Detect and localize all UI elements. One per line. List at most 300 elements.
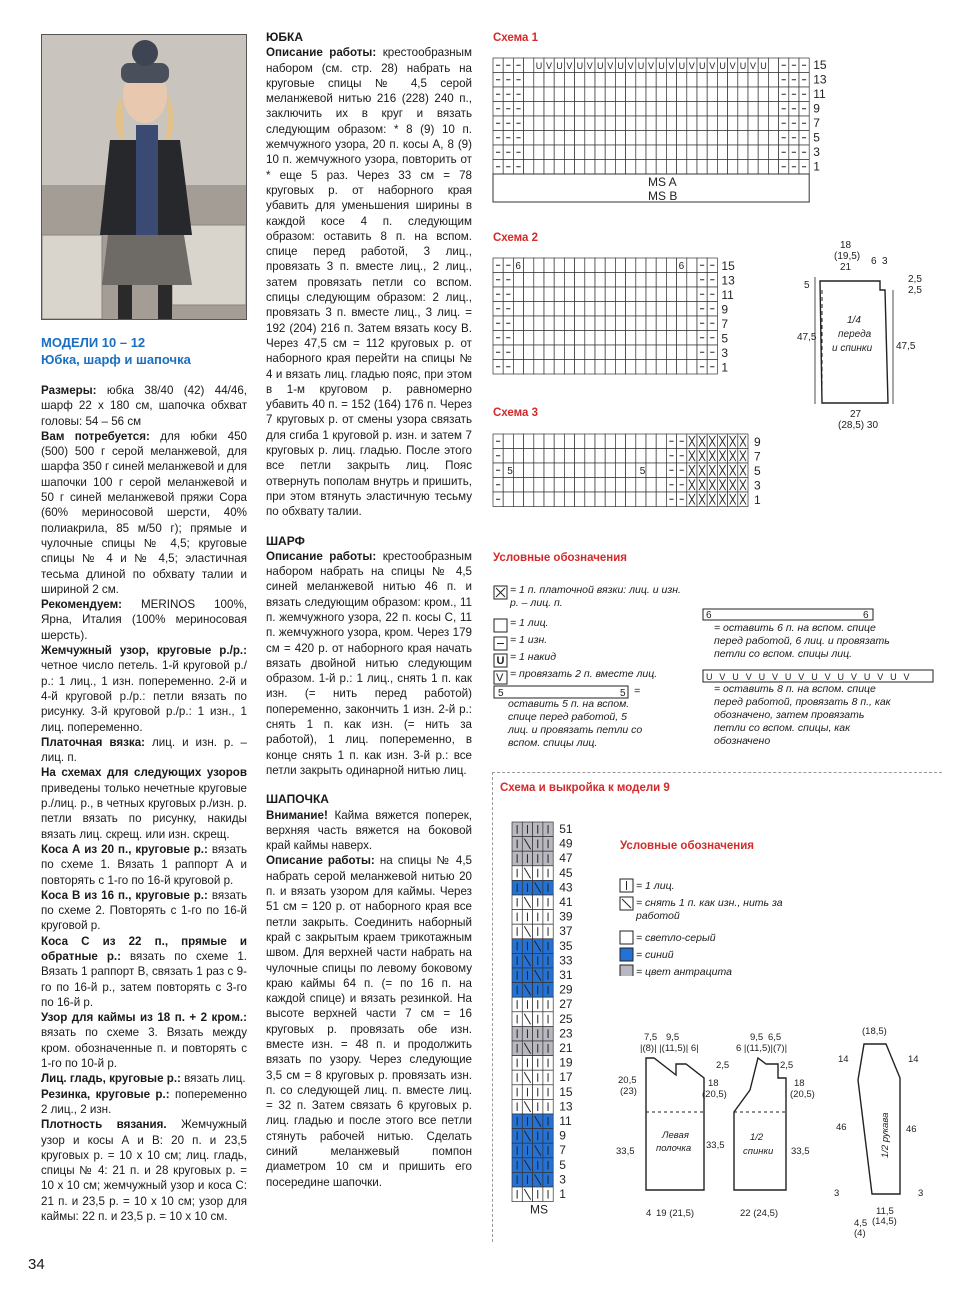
chart-cell xyxy=(513,302,523,317)
pearl-label: Жемчужный узор, круговые р./р.: xyxy=(41,644,247,658)
recommend-label: Рекомендуем: xyxy=(41,598,123,612)
chart-cell xyxy=(534,258,544,273)
chart-row-label: 1 xyxy=(559,1187,566,1201)
chart-row-label: 27 xyxy=(559,997,573,1012)
chart-cell xyxy=(636,316,646,331)
chart-cell xyxy=(738,102,748,117)
chart-cell xyxy=(697,102,707,117)
chart-cell xyxy=(646,102,656,117)
chart-cell xyxy=(656,116,666,131)
chart-cell xyxy=(513,434,523,449)
chart-row-label: 3 xyxy=(813,145,820,159)
chart-cell xyxy=(636,258,646,273)
left-front-pattern xyxy=(616,1032,729,1219)
chart-cell xyxy=(656,87,666,102)
chart-symbol: V xyxy=(586,61,593,71)
chart-cell xyxy=(666,145,676,160)
chart-row-label: 1 xyxy=(721,360,729,375)
sleeve-bot4: (14,5) xyxy=(872,1216,897,1227)
chart-cell xyxy=(575,258,585,273)
skirt-top-b: (19,5) xyxy=(834,251,861,262)
chart-row-label: 21 xyxy=(559,1041,573,1055)
chart-cell xyxy=(656,492,666,507)
chart-cell xyxy=(656,131,666,146)
chart-cell xyxy=(605,316,615,331)
svg-text:6: 6 xyxy=(706,610,712,621)
chart-row-label: 11 xyxy=(559,1114,572,1128)
chart-cell xyxy=(615,331,625,346)
chart-symbol: U xyxy=(556,61,563,71)
sleeve-b3r: 3 xyxy=(918,1188,924,1199)
left-sub: |(8)| |(11,5)| 6| xyxy=(640,1043,699,1054)
chart-cell xyxy=(524,87,534,102)
cable-c-text: вязать по схеме 1. Вязать 1 раппорт В, связать 1 раз с 9-го по 16-й р., затем повторять с 3-го по 16-й р. xyxy=(41,949,247,1009)
chart-cell xyxy=(524,345,534,360)
chart-cell xyxy=(595,131,605,146)
left-top2: 9,5 xyxy=(666,1032,680,1043)
chart-cell xyxy=(595,463,605,478)
chart-cell xyxy=(534,331,544,346)
chart-cell xyxy=(636,478,646,493)
chart-cell xyxy=(768,87,778,102)
chart-cell xyxy=(575,463,585,478)
rib-label: Резинка, круговые р.: xyxy=(41,1087,170,1101)
chart-cell xyxy=(513,360,523,375)
sleeve-pattern xyxy=(834,1026,923,1239)
chart-cell xyxy=(544,492,554,507)
chart-cell xyxy=(697,160,707,175)
chart-cell xyxy=(768,160,778,175)
chart-cell xyxy=(564,331,574,346)
chart-cell xyxy=(677,273,687,288)
chart-cell xyxy=(524,160,534,175)
chart-cell xyxy=(646,434,656,449)
chart-row-label: 17 xyxy=(559,1070,573,1085)
chart-cell xyxy=(677,287,687,302)
chart-cell xyxy=(575,360,585,375)
chart-symbol: V xyxy=(668,61,675,71)
chart-cell xyxy=(575,287,585,302)
chart-row-label: 5 xyxy=(721,331,729,346)
chart-cell xyxy=(605,463,615,478)
chart-cell xyxy=(503,478,513,493)
pearl-text: четное число петель. 1-й круговой р./р.: 1 лиц., 1 изн. попеременно. 2-й и 4-й круговой р./р.: петли вязать по рисунку. 3-й круговой р./р.: 1 изн., 1 лиц. попеременно. xyxy=(41,659,247,734)
chart-symbol: V xyxy=(566,61,573,71)
chart-cell xyxy=(605,116,615,131)
chart-ms-label: MS xyxy=(530,1202,548,1217)
chart-cell xyxy=(758,73,768,88)
chart-cell xyxy=(646,145,656,160)
chart-cell xyxy=(626,160,636,175)
chart-cell xyxy=(626,492,636,507)
chart-cell xyxy=(636,87,646,102)
chart-cell xyxy=(646,316,656,331)
chart-cell xyxy=(687,258,697,273)
gauge-paragraph xyxy=(41,1117,247,1224)
chart-symbol: U xyxy=(760,61,767,71)
back-small: 2,5 xyxy=(780,1060,794,1071)
legend1-title: Условные обозначения xyxy=(493,552,628,564)
chart-cell xyxy=(636,434,646,449)
left-b: 4 xyxy=(646,1208,652,1219)
chart-cell xyxy=(646,478,656,493)
chart-row-label: 51 xyxy=(559,822,573,836)
chart-cell xyxy=(615,492,625,507)
chart-cell xyxy=(646,273,656,288)
chart-cell xyxy=(595,287,605,302)
chart-cable-six: 6 xyxy=(678,261,685,272)
charts-area xyxy=(0,0,960,560)
cable-b-text: вязать по схеме 2. Повторять с 1-го по 16-й круговой р. xyxy=(41,888,247,933)
chart-cell xyxy=(646,258,656,273)
chart-symbol: U xyxy=(535,61,543,71)
chart-cell xyxy=(544,345,554,360)
chart-ms-b: MS B xyxy=(648,189,678,203)
chart-cell xyxy=(646,73,656,88)
chart-row-label: 3 xyxy=(559,1172,566,1187)
back-sl2: (20,5) xyxy=(790,1089,815,1100)
left-label2: полочка xyxy=(656,1143,692,1154)
chart-cell xyxy=(768,73,778,88)
hat-label: Описание работы: xyxy=(266,854,375,868)
chart-cell xyxy=(575,160,585,175)
charts-note-paragraph xyxy=(41,765,247,841)
chart-cell xyxy=(758,145,768,160)
chart-row-label: 5 xyxy=(559,1157,566,1172)
chart-cell xyxy=(666,102,676,117)
chart-cell xyxy=(615,360,625,375)
chart-cell xyxy=(646,287,656,302)
chart-cell xyxy=(697,73,707,88)
chart-cell xyxy=(615,131,625,146)
chart-cell xyxy=(575,131,585,146)
chart-cell xyxy=(728,131,738,146)
chart-cell xyxy=(626,116,636,131)
chart-row-label: 11 xyxy=(721,288,734,302)
cable-c-label: Коса С из 22 п., прямые и обратные р.: xyxy=(41,934,247,963)
chart-cell xyxy=(575,478,585,493)
chart-cell xyxy=(728,145,738,160)
svg-text:V: V xyxy=(496,672,504,684)
chart-cell xyxy=(656,73,666,88)
chart-cell xyxy=(666,160,676,175)
chart-cell xyxy=(605,360,615,375)
chart-cell xyxy=(626,478,636,493)
chart-cell xyxy=(636,131,646,146)
chart-cell xyxy=(575,73,585,88)
chart-cell xyxy=(564,360,574,375)
chart-symbol: U xyxy=(719,61,726,71)
sleeve-h2: 14 xyxy=(908,1054,919,1065)
chart-cell xyxy=(636,73,646,88)
model9-garment-patterns xyxy=(600,1020,940,1240)
chart-symbol: U xyxy=(617,61,624,71)
chart-cell xyxy=(738,131,748,146)
chart-cell xyxy=(626,449,636,464)
chart-cell xyxy=(626,345,636,360)
chart-cell xyxy=(595,492,605,507)
chart-cell xyxy=(564,434,574,449)
chart-cell xyxy=(646,116,656,131)
chart-cell xyxy=(758,116,768,131)
chart-cell xyxy=(636,492,646,507)
chart-cell xyxy=(554,273,564,288)
chart-cell xyxy=(534,116,544,131)
chart-cell xyxy=(554,116,564,131)
skirt-title: ЮБКА xyxy=(266,30,303,44)
chart-cell xyxy=(605,87,615,102)
cable-b-label: Коса В из 16 п., круговые р.: xyxy=(41,888,208,902)
legend1-knit: = 1 лиц. xyxy=(510,617,549,629)
chart-row-label: 9 xyxy=(754,435,761,449)
chart-cell xyxy=(758,160,768,175)
sleeve-label: 1/2 рукава xyxy=(880,1112,891,1158)
chart-cell xyxy=(687,360,697,375)
models-title: МОДЕЛИ 10 – 12 xyxy=(41,335,146,350)
chart-cell xyxy=(524,273,534,288)
skirt-top-c: 21 xyxy=(840,262,852,273)
skirt-five: 5 xyxy=(804,280,810,291)
chart-cell xyxy=(595,478,605,493)
chart-cell xyxy=(575,145,585,160)
chart-cell xyxy=(636,360,646,375)
chart-cell xyxy=(687,73,697,88)
chart-cell xyxy=(554,87,564,102)
chart-cell xyxy=(544,87,554,102)
back-sl1: 18 xyxy=(794,1078,805,1089)
chart-cell xyxy=(534,145,544,160)
chart-cell xyxy=(564,87,574,102)
chart-cell xyxy=(564,478,574,493)
chart-cell xyxy=(513,273,523,288)
chart-row-label: 9 xyxy=(721,302,729,317)
chart-cell xyxy=(554,463,564,478)
chart-cable-five: 5 xyxy=(507,466,513,477)
chart-row-label: 47 xyxy=(559,851,573,866)
chart-cell xyxy=(666,73,676,88)
chart-cell xyxy=(534,316,544,331)
chart-cell xyxy=(554,258,564,273)
skirt-r1: 2,5 xyxy=(908,274,922,285)
chart-cell xyxy=(585,287,595,302)
charts-note-label: На схемах для следующих узоров xyxy=(41,766,247,780)
chart-cell xyxy=(605,345,615,360)
chart-cell xyxy=(564,102,574,117)
chart-cell xyxy=(605,302,615,317)
skirt-top-a: 18 xyxy=(840,240,852,251)
chart-cell xyxy=(503,449,513,464)
chart-cell xyxy=(728,87,738,102)
chart-cell xyxy=(615,116,625,131)
chart-cell xyxy=(554,160,564,175)
chart-cell xyxy=(687,273,697,288)
chart-symbol: U xyxy=(699,61,706,71)
chart-cell xyxy=(717,87,727,102)
chart-symbol: U xyxy=(637,61,645,71)
chart-cell xyxy=(595,345,605,360)
chart-cell xyxy=(615,287,625,302)
chart-symbol: V xyxy=(648,61,655,71)
chart-cell xyxy=(687,316,697,331)
sizes-text: юбка 38/40 (42) 44/46, шарф 22 x 180 см, шапочка обхват головы: 54 – 56 см xyxy=(41,384,247,428)
chart-cell xyxy=(534,73,544,88)
chart-cell xyxy=(656,463,666,478)
chart-row-label: 13 xyxy=(559,1099,573,1114)
chart-cell xyxy=(717,160,727,175)
left-top1: 7,5 xyxy=(644,1032,658,1043)
chart-cell xyxy=(544,331,554,346)
chart-cell xyxy=(615,345,625,360)
model9-top-rule xyxy=(492,772,942,773)
chart-cell xyxy=(554,345,564,360)
chart-cell xyxy=(534,434,544,449)
chart-row-label: 39 xyxy=(559,909,573,924)
chart-cell xyxy=(656,102,666,117)
sizes-label: Размеры: xyxy=(41,384,97,397)
chart-cell xyxy=(503,434,513,449)
chart-cable-six: 6 xyxy=(515,261,521,272)
legend1-yo: = 1 накид xyxy=(510,651,557,663)
model9-legend-title: Условные обозначения xyxy=(620,840,755,852)
chart-cell xyxy=(575,331,585,346)
chart-cell xyxy=(513,331,523,346)
chart-cell xyxy=(564,463,574,478)
chart-symbol: V xyxy=(709,61,716,71)
chart-cell xyxy=(513,463,523,478)
chart-ms-a: MS A xyxy=(648,175,677,189)
chart-cell xyxy=(656,360,666,375)
border-paragraph xyxy=(41,1010,247,1071)
chart-symbol: V xyxy=(729,61,736,71)
chart-symbol: V xyxy=(546,61,553,71)
chart-cell xyxy=(605,449,615,464)
chart-cell xyxy=(656,302,666,317)
chart-cell xyxy=(646,87,656,102)
chart-cell xyxy=(626,145,636,160)
chart-cell xyxy=(677,345,687,360)
chart-cell xyxy=(687,345,697,360)
chart-cell xyxy=(544,287,554,302)
chart-cell xyxy=(564,273,574,288)
chart-row-label: 41 xyxy=(559,895,573,909)
chart-cell xyxy=(575,273,585,288)
chart-cell xyxy=(768,131,778,146)
chart-cell xyxy=(656,287,666,302)
chart-symbol: U xyxy=(597,61,604,71)
chart-cell xyxy=(595,273,605,288)
chart-cell xyxy=(636,331,646,346)
chart-cable-five: 5 xyxy=(639,466,646,477)
chart-cell xyxy=(626,331,636,346)
chart-cell xyxy=(524,287,534,302)
chart-cell xyxy=(758,87,768,102)
chart-cell xyxy=(544,73,554,88)
chart-cell xyxy=(768,102,778,117)
chart-cell xyxy=(646,160,656,175)
chart-cell xyxy=(636,160,646,175)
page-number: 34 xyxy=(28,1256,45,1273)
model9-title: Схема и выкройка к модели 9 xyxy=(500,782,670,794)
back-body-l: 33,5 xyxy=(706,1140,725,1151)
chart-cell xyxy=(646,345,656,360)
chart-cell xyxy=(687,102,697,117)
chart-cell xyxy=(513,492,523,507)
chart-cell xyxy=(575,492,585,507)
chart-cell xyxy=(697,131,707,146)
chart-cell xyxy=(707,116,717,131)
chart-cell xyxy=(615,273,625,288)
chart-cell xyxy=(585,360,595,375)
chart-cell xyxy=(626,463,636,478)
sleeve-b3: 3 xyxy=(834,1188,840,1199)
chart-cell xyxy=(768,116,778,131)
chart-cell xyxy=(575,302,585,317)
chart-cell xyxy=(636,302,646,317)
legend1-purl: = 1 изн. xyxy=(510,634,548,646)
hat-note-label: Внимание! xyxy=(266,808,328,822)
chart-cell xyxy=(524,360,534,375)
models-subtitle: Юбка, шарф и шапочка xyxy=(41,352,191,367)
model9-legend-knit: = 1 лиц. xyxy=(636,880,675,892)
chart-cell xyxy=(656,316,666,331)
chart-cell xyxy=(758,131,768,146)
cable-a-paragraph xyxy=(41,842,247,888)
chart-cell xyxy=(615,302,625,317)
chart-row-label: 33 xyxy=(559,953,573,968)
chart-row-label: 7 xyxy=(721,317,729,331)
chart-cell xyxy=(524,463,534,478)
model9-legend-anthracite: = цвет антрацита xyxy=(636,966,732,978)
chart-cell xyxy=(748,131,758,146)
model9-legend-blue: = синий xyxy=(636,949,674,961)
left-h2: (23) xyxy=(620,1086,637,1097)
materials-text: для юбки 450 (500) 500 г серой меланжевой, для шарфа 350 г синей меланжевой и для шапочки 100 г серой меланжевой и 50 г синей меланжевой пряжи Copa (60% мериносовой шерсти, 40% полиакрила, 85 м/50 г); прямые и чулочные спицы № 4,5; круговые спицы № 4 и № 4,5; эластичная тесьма длиной по обхвату талии и шириной 2 см. xyxy=(41,429,247,596)
svg-text:U V U V U V U V U V U V U V U: U V U V U V U V U V U V U V U V xyxy=(706,672,912,682)
chart-cell xyxy=(626,434,636,449)
chart-cell xyxy=(564,287,574,302)
chart-cell xyxy=(677,360,687,375)
chart-cell xyxy=(585,116,595,131)
chart-cell xyxy=(626,273,636,288)
chart-cell xyxy=(534,273,544,288)
chart-cell xyxy=(646,131,656,146)
chart-cell xyxy=(717,73,727,88)
chart-cell xyxy=(626,316,636,331)
chart-cell xyxy=(544,463,554,478)
cable-c-paragraph xyxy=(41,934,247,1010)
chart-cell xyxy=(758,102,768,117)
chart-cell xyxy=(656,160,666,175)
left-sl1: 18 xyxy=(708,1078,719,1089)
chart-cell xyxy=(687,331,697,346)
chart-cell xyxy=(748,160,758,175)
chart-cell xyxy=(738,160,748,175)
chart-cell xyxy=(534,287,544,302)
chart-cell xyxy=(666,131,676,146)
chart-cell xyxy=(534,463,544,478)
chart-cell xyxy=(564,131,574,146)
hat-paragraph xyxy=(266,853,472,1190)
chart-cell xyxy=(503,492,513,507)
chart-cell xyxy=(656,273,666,288)
chart-cell xyxy=(564,145,574,160)
chart-cell xyxy=(605,478,615,493)
chart-symbol: V xyxy=(607,61,614,71)
chart-cell xyxy=(595,87,605,102)
chart-cell xyxy=(513,478,523,493)
chart-cell xyxy=(605,131,615,146)
left-h1: 20,5 xyxy=(618,1075,637,1086)
